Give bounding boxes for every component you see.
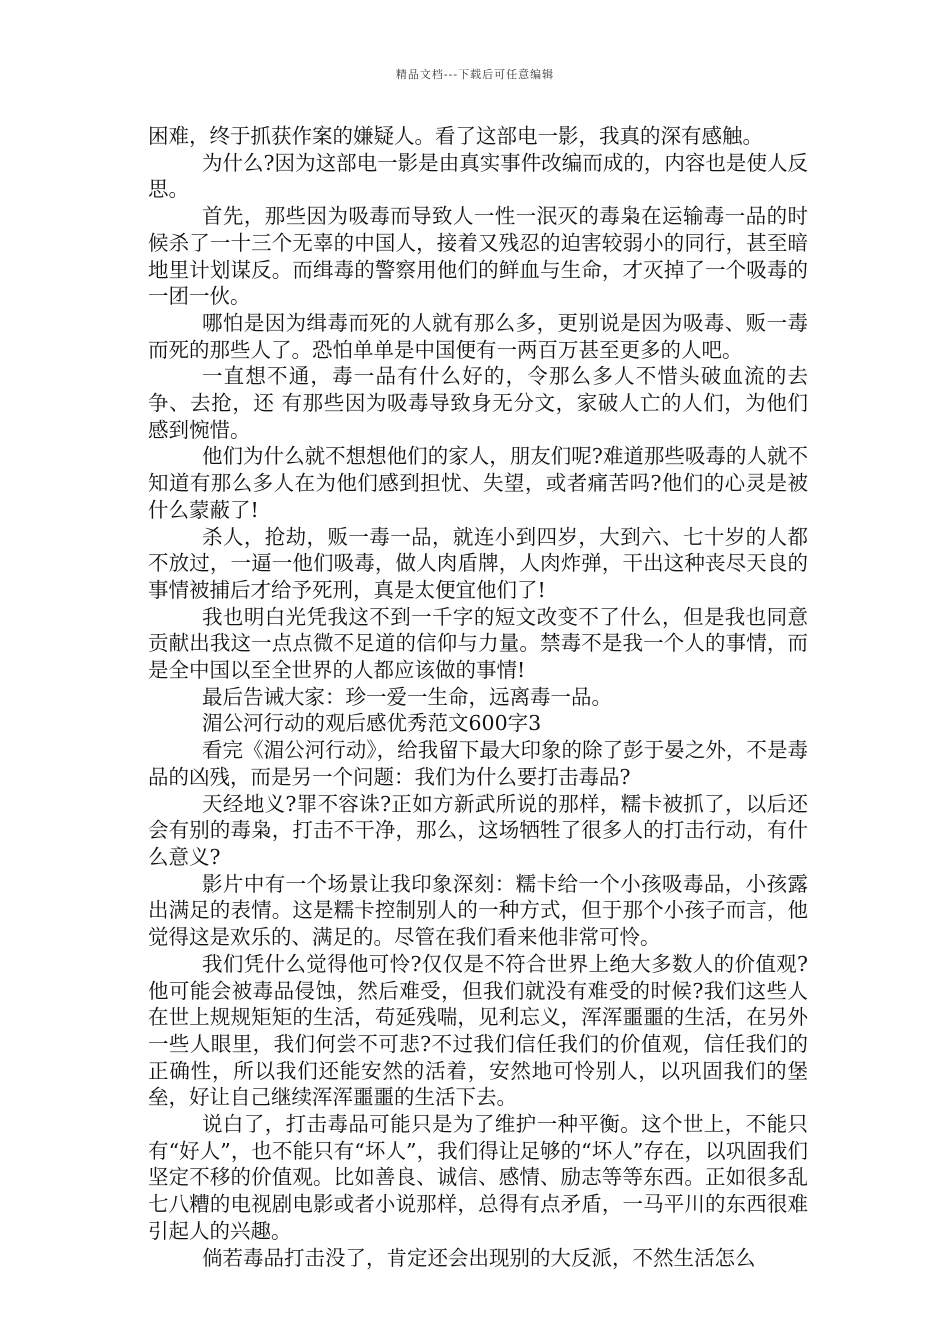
paragraph-9: 最后告诫大家：珍一爱一生命，远离毒一品。	[202, 684, 612, 709]
paragraph-5: 一直想不通，毒一品有什么好的，令那么多人不惜头破血流的去争、去抢，还 有那些因为吸毒导致身无分文，家破人亡的人们，为他们感到惋惜。	[148, 364, 808, 442]
paragraph-2: 为什么?因为这部电一影是由真实事件改编而成的，内容也是使人反思。	[148, 150, 808, 202]
paragraph-1: 困难，终于抓获作案的嫌疑人。看了这部电一影，我真的深有感触。	[148, 124, 763, 148]
paragraph-4: 哪怕是因为缉毒而死的人就有那么多，更别说是因为吸毒、贩一毒而死的那些人了。恐怕单单是中国便有一两百万甚至更多的人吧。	[148, 310, 808, 362]
paragraph-3: 首先，那些因为吸毒而导致人一性一泯灭的毒枭在运输毒一品的时候杀了一十三个无辜的中国人，接着又残忍的迫害较弱小的同行，甚至暗地里计划谋反。而缉毒的警察用他们的鲜血与生命，才灭掉了一个吸毒的一团一伙。	[148, 204, 808, 309]
paragraph-15: 说白了，打击毒品可能只是为了维护一种平衡。这个世上，不能只有“好人”，也不能只有“坏人”，我们得让足够的“坏人”存在，以巩固我们坚定不移的价值观。比如善良、诚信、感情、励志等等东西。正如很多乱七八糟的电视剧电影或者小说那样，总得有点矛盾，一马平川的东西很难引起人的兴趣。	[148, 1112, 808, 1243]
paragraph-12: 天经地义?罪不容诛?正如方新武所说的那样，糯卡被抓了，以后还会有别的毒枭，打击不干净，那么，这场牺牲了很多人的打击行动，有什么意义?	[148, 791, 808, 869]
paragraph-7: 杀人，抢劫，贩一毒一品，就连小到四岁，大到六、七十岁的人都不放过，一逼一他们吸毒，做人肉盾牌，人肉炸弹，干出这种丧尽天良的事情被捕后才给予死刑，真是太便宜他们了!	[148, 524, 808, 602]
section-heading: 湄公河行动的观后感优秀范文600字3	[202, 711, 542, 736]
paragraph-13: 影片中有一个场景让我印象深刻：糯卡给一个小孩吸毒品，小孩露出满足的表情。这是糯卡控制别人的一种方式，但于那个小孩子而言，他觉得这是欢乐的、满足的。尽管在我们看来他非常可怜。	[148, 871, 808, 950]
page-header: 精品文档---下载后可任意编辑	[395, 68, 555, 81]
paragraph-11: 看完《湄公河行动》，给我留下最大印象的除了彭于晏之外，不是毒品的凶残，而是另一个问题：我们为什么要打击毒品?	[148, 738, 808, 789]
document-body	[148, 123, 808, 1271]
paragraph-6: 他们为什么就不想想他们的家人，朋友们呢?难道那些吸毒的人就不知道有那么多人在为他们感到担忧、失望，或者痛苦吗?他们的心灵是被什么蒙蔽了!	[148, 444, 808, 522]
paragraph-8: 我也明白光凭我这不到一千字的短文改变不了什么，但是我也同意贡献出我这一点点微不足道的信仰与力量。禁毒不是我一个人的事情，而是全中国以至全世界的人都应该做的事情!	[148, 604, 808, 683]
paragraph-16: 倘若毒品打击没了，肯定还会出现别的大反派，不然生活怎么	[202, 1245, 756, 1270]
paragraph-14: 我们凭什么觉得他可怜?仅仅是不符合世界上绝大多数人的价值观?他可能会被毒品侵蚀，然后难受，但我们就没有难受的时候?我们这些人在世上规规矩矩的生活，苟延残喘，见利忘义，浑浑噩噩的生活，在另外一些人眼里，我们何尝不可悲?不过我们信任我们的价值观，信任我们的正确性，所以我们还能安然的活着，安然地可怜别人，以巩固我们的堡垒，好让自己继续浑浑噩噩的生活下去。	[148, 951, 808, 1110]
